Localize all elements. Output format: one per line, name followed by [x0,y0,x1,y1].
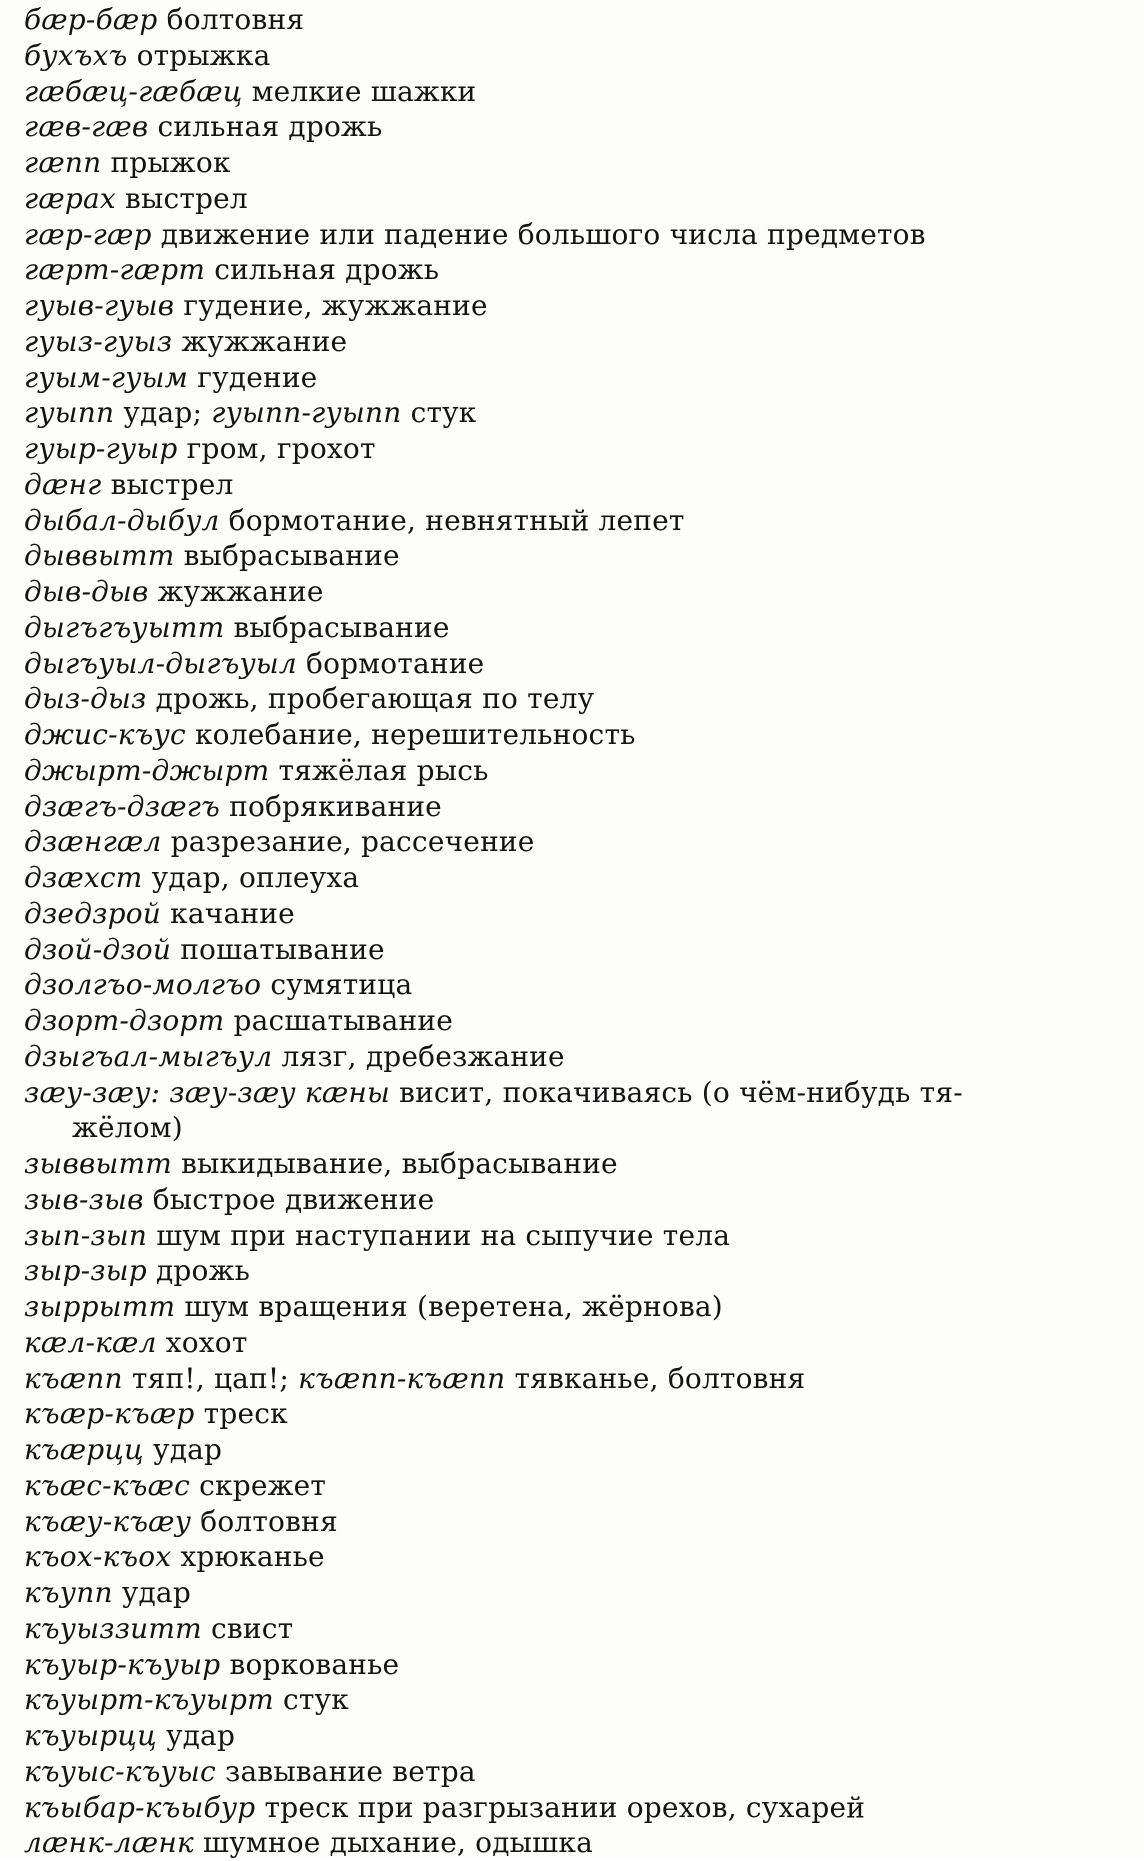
dictionary-entry [24,1253,1124,1289]
entry-gloss: стук [410,396,477,430]
entry-headword: гуыв-гуыв [24,289,175,322]
entry-headword: зыррытт [24,1290,176,1323]
entry-gloss: расшатывание [233,1004,454,1037]
dictionary-entry [24,217,1124,253]
entry-headword: гæрт-гæрт [24,253,206,287]
dictionary-entry [24,1289,1124,1325]
entry-headword: къуыр-къуыр [24,1647,221,1681]
entry-headword: къох-къох [24,1540,172,1574]
dictionary-entry [24,860,1124,896]
entry-gloss: дрожь, пробегающая по телу [155,682,595,716]
dictionary-entry [24,1468,1124,1504]
entry-headword: дзолгъо-молгъо [24,968,262,1002]
entry-gloss: выстрел [125,181,248,215]
entry-gloss: гром, грохот [186,432,376,465]
entry-gloss: тяп!, цап!; [131,1361,290,1395]
entry-example: зæу-зæу кæны [169,1075,390,1109]
dictionary-entry [24,753,1124,789]
entry-gloss: прыжок [110,146,231,179]
entry-headword: къупп [24,1576,113,1609]
entry-gloss: тяжёлая рысь [278,753,489,787]
entry-continuation [24,1110,1124,1146]
entry-headword: дзæнгæл [24,825,162,859]
entry-list [24,2,1124,1861]
entry-gloss: гудение, жужжание [183,289,488,322]
entry-headword: гуыр-гуыр [24,432,178,465]
entry-gloss: жужжание [181,324,348,358]
entry-gloss: шум вращения (веретена, жёрнова) [184,1290,723,1323]
dictionary-entry [24,1647,1124,1683]
dictionary-entry [24,1182,1124,1218]
dictionary-entry [24,574,1124,610]
entry-gloss: удар [121,1576,191,1609]
dictionary-entry [24,181,1124,217]
entry-headword: гуыпп [24,396,115,430]
dictionary-entry [24,789,1124,825]
dictionary-entry [24,288,1124,324]
entry-headword: зыв-зыв [24,1182,144,1216]
dictionary-entry [24,1218,1124,1254]
dictionary-entry [24,1396,1124,1432]
dictionary-entry [24,503,1124,539]
dictionary-entry [24,1504,1124,1540]
entry-gloss: треск при разгрызании орехов, сухарей [264,1790,866,1824]
entry-headword: къæс-къæс [24,1468,191,1502]
entry-headword: гæрах [24,181,116,215]
entry-headword: зæу-зæу: [24,1075,161,1109]
entry-gloss: движение или падение большого числа предметов [160,217,926,251]
entry-gloss: сильная дрожь [214,253,440,287]
entry-gloss: болтовня [200,1504,338,1538]
entry-gloss: дрожь [155,1254,251,1288]
entry-gloss: удар [165,1719,236,1752]
dictionary-entry [24,1718,1124,1754]
entry-gloss: сумятица [270,968,413,1002]
entry-gloss: выбрасывание [183,539,400,573]
entry-gloss: шум при наступании на сыпучие тела [156,1218,731,1252]
dictionary-entry [24,1611,1124,1647]
dictionary-entry [24,932,1124,968]
dictionary-entry [24,324,1124,360]
entry-gloss: гудение [197,360,318,394]
entry-gloss: выстрел [110,467,234,501]
dictionary-entry [24,1790,1124,1826]
entry-headword: бухъхъ [24,38,128,72]
dictionary-entry [24,109,1124,145]
entry-headword: джис-къус [24,718,186,751]
entry-headword: лæнк-лæнк [24,1826,194,1860]
entry-headword: кæл-кæл [24,1325,157,1359]
entry-headword: гæр-гæр [24,217,152,251]
dictionary-entry [24,395,1124,431]
dictionary-entry [24,360,1124,396]
entry-gloss: треск [203,1397,288,1431]
entry-headword: къæр-къæр [24,1397,195,1431]
entry-headword: дзæхст [24,861,143,894]
entry-headword: къуырт-къуырт [24,1683,274,1717]
entry-headword: бæр-бæр [24,3,158,36]
entry-headword: дыгъгъуытт [24,610,225,644]
entry-gloss: качание [170,896,295,930]
dictionary-entry [24,1003,1124,1039]
dictionary-entry [24,1682,1124,1718]
entry-headword: гæбæц-гæбæц [24,74,243,108]
dictionary-entry [24,967,1124,1003]
dictionary-entry [24,1432,1124,1468]
entry-headword: гæпп [24,146,102,179]
entry-headword: зып-зып [24,1218,148,1252]
entry-headword: дыв-дыв [24,575,149,608]
entry-headword: дыгъуыл-дыгъуыл [24,646,297,680]
entry-example: къæпп-къæпп [298,1361,506,1395]
dictionary-entry [24,252,1124,288]
entry-gloss: пошатывание [180,932,385,966]
entry-headword: зыввытт [24,1147,172,1180]
dictionary-entry [24,896,1124,932]
entry-headword: дзорт-дзорт [24,1004,225,1037]
dictionary-entry [24,145,1124,181]
entry-gloss: лязг, дребезжание [281,1039,565,1073]
dictionary-entry [24,1825,1124,1861]
entry-gloss: удар [153,1433,223,1466]
dictionary-entry [24,824,1124,860]
entry-headword: къæрцц [24,1433,144,1466]
entry-headword: къыбар-къыбур [24,1790,256,1824]
entry-headword: джырт-джырт [24,753,270,787]
entry-headword: гæв-гæв [24,110,149,144]
entry-gloss: завывание ветра [225,1754,476,1788]
dictionary-entry [24,1146,1124,1182]
dictionary-entry [24,1039,1124,1075]
entry-gloss: хрюканье [180,1540,325,1574]
entry-gloss: выбрасывание [233,610,450,644]
entry-gloss: свист [211,1611,294,1645]
entry-gloss: тявканье, болтовня [514,1361,806,1395]
dictionary-entry [24,1539,1124,1575]
dictionary-entry [24,38,1124,74]
entry-headword: дзедзрой [24,896,162,930]
entry-gloss: жужжание [157,575,324,608]
entry-gloss: висит, покачиваясь (о чём-нибудь тя- [399,1075,963,1109]
entry-gloss: колебание, нерешительность [194,718,636,751]
entry-gloss: сильная дрожь [157,110,383,144]
dictionary-entry [24,1325,1124,1361]
dictionary-entry [24,538,1124,574]
entry-example: гуыпп-гуыпп [211,396,402,430]
dictionary-entry [24,717,1124,753]
entry-gloss: шумное дыхание, одышка [203,1826,593,1860]
entry-headword: дзой-дзой [24,932,172,966]
entry-headword: къуырцц [24,1719,157,1752]
entry-gloss: стук [282,1683,349,1717]
entry-headword: къуыззитт [24,1611,202,1645]
entry-headword: къæу-къæу [24,1504,192,1538]
entry-gloss: побрякивание [229,789,442,823]
dictionary-entry [24,1361,1124,1397]
entry-gloss: воркованье [229,1647,400,1681]
dictionary-entry [24,681,1124,717]
entry-gloss: отрыжка [136,38,271,72]
entry-gloss: мелкие шажки [251,74,477,108]
entry-headword: зыр-зыр [24,1254,147,1288]
entry-gloss-continued: жёлом) [72,1111,183,1145]
dictionary-entry [24,74,1124,110]
dictionary-entry [24,646,1124,682]
entry-headword: дæнг [24,467,102,501]
entry-gloss: разрезание, рассечение [170,825,535,859]
entry-headword: гуыз-гуыз [24,324,173,358]
dictionary-entry [24,467,1124,503]
entry-gloss: быстрое движение [152,1182,435,1216]
entry-headword: дыбал-дыбул [24,503,220,537]
dictionary-entry [24,1754,1124,1790]
dictionary-entry [24,610,1124,646]
entry-headword: дзæгъ-дзæгъ [24,789,220,823]
entry-headword: дыз-дыз [24,682,147,716]
entry-headword: дыввытт [24,539,175,573]
entry-gloss: бормотание, невнятный лепет [228,503,685,537]
dictionary-entry [24,1075,1124,1111]
entry-headword: гуым-гуым [24,360,189,394]
dictionary-entry [24,1575,1124,1611]
entry-gloss: болтовня [166,3,305,36]
entry-gloss: выкидывание, выбрасывание [181,1147,618,1180]
entry-gloss: удар, оплеуха [151,861,360,894]
dictionary-entry [24,2,1124,38]
dictionary-entry [24,431,1124,467]
entry-headword: къуыс-къуыс [24,1754,216,1788]
entry-headword: дзыгъал-мыгъул [24,1039,273,1073]
entry-headword: къæпп [24,1361,123,1395]
entry-gloss: скрежет [199,1468,327,1502]
entry-gloss: бормотание [306,646,485,680]
entry-gloss: удар; [123,396,203,430]
entry-gloss: хохот [165,1325,248,1359]
